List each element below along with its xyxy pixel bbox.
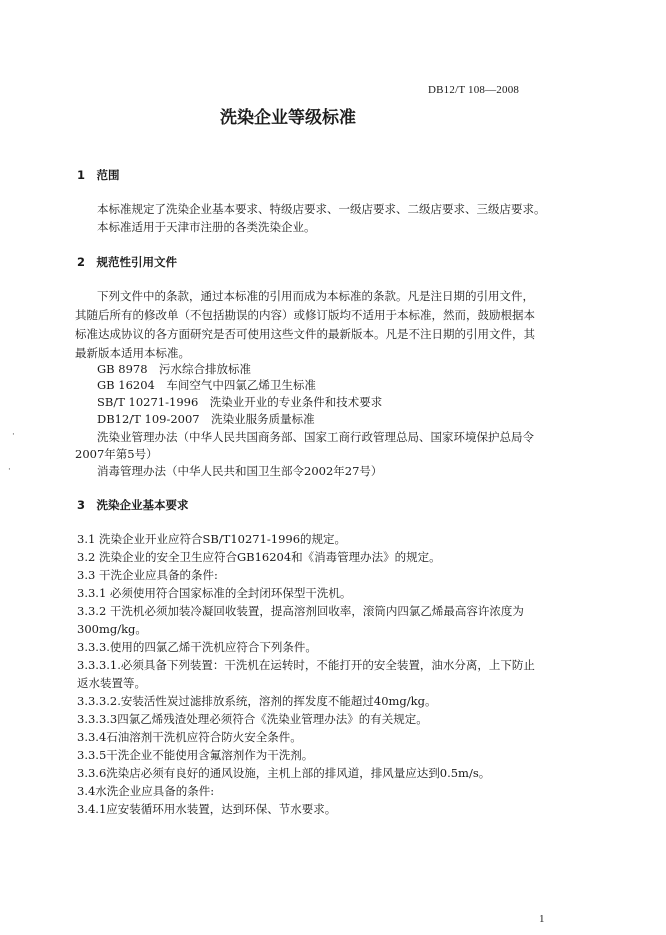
reference-item: 洗染业管理办法（中华人民共国商务部、国家工商行政管理总局、国家环境保护总局令 <box>97 430 534 444</box>
clause-line: 300mg/kg。 <box>77 622 147 636</box>
clause-line: 3.3.2 干洗机必须加装冷凝回收装置，提高溶剂回收率，滚筒内四氯乙烯最高容许浓度为 <box>77 604 524 618</box>
clause-line: 3.3.1 必须使用符合国家标准的全封闭环保型干洗机。 <box>77 586 352 600</box>
clause-line: 3.3.3.使用的四氯乙烯干洗机应符合下列条件。 <box>77 640 317 654</box>
scan-mark: · <box>8 465 11 475</box>
clause-line: 3.3.6洗染店必须有良好的通风设施，主机上部的排风道，排风量应达到0.5m/s。 <box>77 766 491 780</box>
reference-item: DB12/T 109-2007 洗染业服务质量标准 <box>97 412 315 426</box>
section-2-line: 最新版本适用本标准。 <box>75 346 190 360</box>
section-2-line: 标准达成协议的各方面研究是否可使用这些文件的最新版本。凡是不注日期的引用文件，其 <box>75 327 535 341</box>
reference-item: GB 16204 车间空气中四氯乙烯卫生标准 <box>97 378 316 392</box>
reference-item: GB 8978 污水综合排放标准 <box>97 362 252 376</box>
clause-line: 3.2 洗染企业的安全卫生应符合GB16204和《消毒管理办法》的规定。 <box>77 550 441 564</box>
section-2-line: 下列文件中的条款，通过本标准的引用而成为本标准的条款。凡是注日期的引用文件， <box>97 289 534 303</box>
clause-line: 3.4.1应安装循环用水装置，达到环保、节水要求。 <box>77 802 337 816</box>
reference-item: 2007年第5号） <box>75 447 158 461</box>
section-1-paragraph: 本标准规定了洗染企业基本要求、特级店要求、一级店要求、二级店要求、三级店要求。 <box>97 202 546 216</box>
section-2-line: 其随后所有的修改单（不包括勘误的内容）或修订版均不适用于本标准，然而，鼓励根据本 <box>75 308 535 322</box>
reference-item: 消毒管理办法（中华人民共和国卫生部令2002年27号） <box>97 464 383 478</box>
scan-mark: · <box>12 430 15 440</box>
section-2-heading: 2 规范性引用文件 <box>77 255 178 269</box>
clause-line: 3.4水洗企业应具备的条件: <box>77 784 215 798</box>
clause-line: 3.3.5干洗企业不能使用含氟溶剂作为干洗剂。 <box>77 748 314 762</box>
document-title: 洗染企业等级标准 <box>220 108 356 128</box>
document-code: DB12/T 108—2008 <box>428 84 520 96</box>
clause-line: 3.3.3.2.安装活性炭过滤排放系统，溶剂的挥发度不能超过40mg/kg。 <box>77 694 437 708</box>
section-1-heading: 1 范围 <box>77 168 120 182</box>
clause-line: 3.3 干洗企业应具备的条件: <box>77 568 218 582</box>
reference-item: SB/T 10271-1996 洗染业开业的专业条件和技术要求 <box>97 395 383 409</box>
section-3-heading: 3 洗染企业基本要求 <box>77 498 189 512</box>
clause-line: 3.3.4石油溶剂干洗机应符合防火安全条件。 <box>77 730 302 744</box>
clause-line: 返水装置等。 <box>77 676 146 690</box>
clause-line: 3.3.3.1.必须具备下列装置：干洗机在运转时，不能打开的安全装置，油水分离，上下防止 <box>77 658 535 672</box>
section-1-paragraph: 本标准适用于天津市注册的各类洗染企业。 <box>97 220 316 234</box>
page-number: 1 <box>539 913 545 925</box>
clause-line: 3.1 洗染企业开业应符合SB/T10271-1996的规定。 <box>77 532 347 546</box>
clause-line: 3.3.3.3四氯乙烯残渣处理必须符合《洗染业管理办法》的有关规定。 <box>77 712 428 726</box>
